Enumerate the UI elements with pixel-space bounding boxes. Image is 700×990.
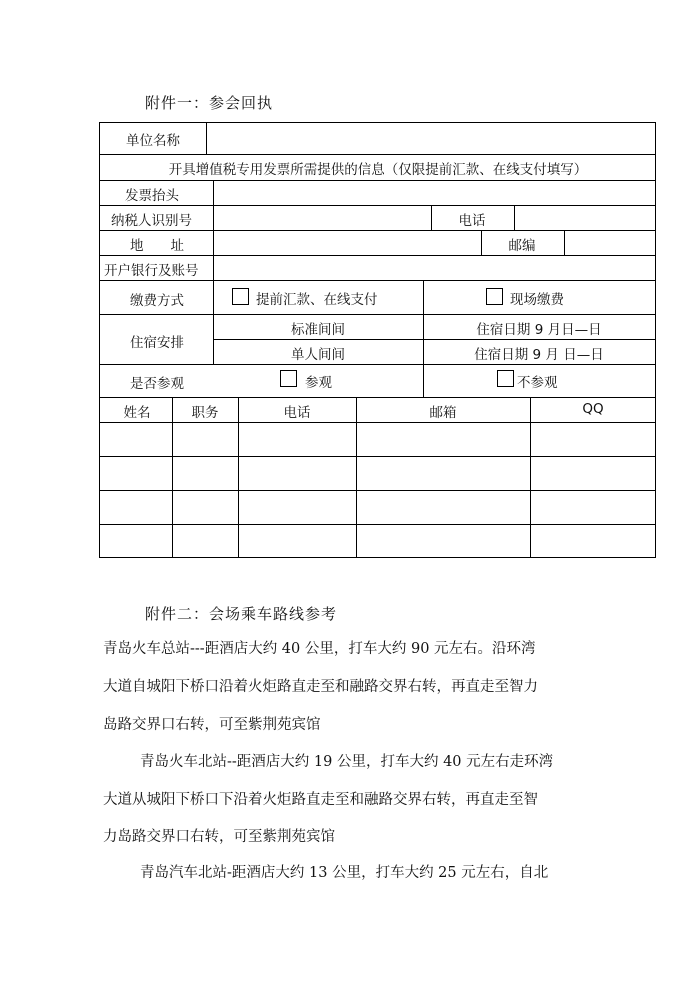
taxpayer-id-label: 纳税人识别号 [111, 213, 192, 229]
lodging-label: 住宿安排 [130, 335, 184, 351]
visit-yes-checkbox[interactable] [280, 370, 297, 387]
payment-onsite-label: 现场缴费 [510, 292, 564, 308]
payment-prepay-checkbox[interactable] [232, 288, 249, 305]
route3-line: 青岛汽车北站-距酒店大约 13 公里，打车大约 25 元左右，自北 [140, 865, 549, 881]
column-phone: 电话 [283, 405, 311, 421]
postcode-label: 邮编 [508, 238, 536, 254]
address-label: 地 址 [130, 238, 184, 254]
invoice-info-header: 开具增值税专用发票所需提供的信息（仅限提前汇款、在线支付填写） [168, 162, 588, 178]
route1-line: 青岛火车总站---距酒店大约 40 公里，打车大约 90 元左右。沿环湾 [103, 641, 536, 657]
payment-prepay-label: 提前汇款、在线支付 [256, 292, 378, 308]
route2-line: 青岛火车北站--距酒店大约 19 公里，打车大约 40 元左右走环湾 [140, 754, 554, 770]
route1-line: 岛路交界口右转，可至紫荆苑宾馆 [103, 717, 321, 733]
column-qq: QQ [582, 401, 604, 417]
invoice-title-label: 发票抬头 [125, 188, 179, 204]
annex1-title: 附件一：参会回执 [145, 94, 274, 112]
visit-no-checkbox[interactable] [497, 370, 514, 387]
route2-line: 大道从城阳下桥口下沿着火炬路直走至和融路交界右转，再直走至智 [103, 792, 538, 808]
visit-label: 是否参观 [130, 376, 184, 392]
payment-onsite-checkbox[interactable] [486, 288, 503, 305]
column-name: 姓名 [123, 405, 151, 421]
route1-line: 大道自城阳下桥口沿着火炬路直走至和融路交界右转，再直走至智力 [103, 679, 538, 695]
visit-yes-label: 参观 [305, 375, 332, 391]
annex2-title: 附件二：会场乘车路线参考 [145, 605, 338, 623]
bank-account-label: 开户银行及账号 [104, 263, 199, 279]
route2-line: 力岛路交界口右转，可至紫荆苑宾馆 [103, 829, 335, 845]
standard-room-label: 标准间间 [291, 322, 345, 338]
single-room-dates: 住宿日期 9 月 日—日 [474, 347, 604, 363]
payment-method-label: 缴费方式 [130, 293, 184, 309]
visit-no-label: 不参观 [517, 375, 558, 391]
column-position: 职务 [191, 405, 219, 421]
single-room-label: 单人间间 [291, 347, 345, 363]
unit-name-label: 单位名称 [126, 133, 180, 149]
phone-label: 电话 [458, 213, 486, 229]
standard-room-dates: 住宿日期 9 月日—日 [476, 322, 602, 338]
column-email: 邮箱 [429, 405, 457, 421]
